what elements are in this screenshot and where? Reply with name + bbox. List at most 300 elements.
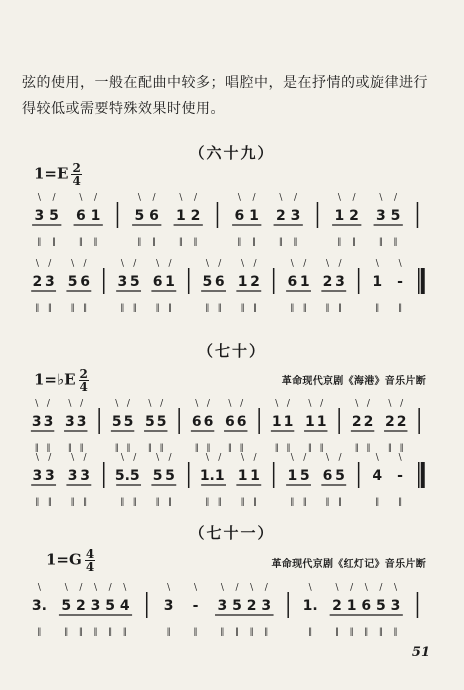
- note: 1: [90, 208, 101, 224]
- fingering-mark: ‖: [47, 497, 52, 506]
- fingering-mark: ‖: [278, 237, 283, 246]
- bowing-mark: \: [167, 583, 171, 593]
- bowing-mark: \: [241, 259, 245, 269]
- piece-70-key-label: 1=♭E: [34, 370, 76, 389]
- note: 3: [290, 208, 301, 224]
- bowing-mark: /: [264, 583, 268, 593]
- fingering-mark: ‖: [168, 497, 173, 506]
- fingering-mark: ‖: [147, 443, 152, 452]
- fingering-mark: ‖: [337, 303, 342, 312]
- fingering-mark: ‖: [217, 497, 222, 506]
- note: 1: [214, 468, 225, 484]
- note: 1: [237, 274, 248, 290]
- bowing-mark: \: [398, 259, 402, 269]
- fingering-mark: ‖: [240, 303, 245, 312]
- piece-70-heading: （七十）: [197, 342, 266, 360]
- bowing-mark: \: [375, 453, 379, 463]
- bowing-mark: /: [206, 399, 210, 409]
- bowing-mark: /: [350, 583, 354, 593]
- bowing-mark: \: [64, 583, 68, 593]
- bowing-mark: \: [220, 583, 224, 593]
- bowing-mark: /: [338, 453, 342, 463]
- fingering-mark: ‖: [178, 237, 183, 246]
- note: 2: [250, 274, 260, 290]
- notation-svg: [26, 582, 426, 642]
- bowing-mark: \: [393, 583, 398, 593]
- bowing-mark: /: [338, 259, 342, 269]
- piece-70-line-2: [26, 452, 426, 512]
- bowing-mark: /: [168, 259, 172, 269]
- bowing-mark: \: [388, 399, 392, 409]
- bowing-mark: /: [46, 399, 50, 409]
- note: 5: [61, 598, 72, 614]
- note: 3: [90, 598, 101, 614]
- fingering-mark: ‖: [37, 237, 42, 246]
- note: 2: [190, 208, 201, 224]
- note: 5: [145, 414, 155, 430]
- bowing-mark: /: [235, 583, 239, 593]
- fingering-mark: ‖: [264, 627, 269, 636]
- note: 5: [129, 468, 140, 484]
- note: -: [397, 468, 403, 484]
- bowing-mark: \: [71, 453, 75, 463]
- fingering-mark: ‖: [375, 497, 380, 506]
- note: 5: [111, 414, 122, 430]
- note: 2: [351, 414, 362, 430]
- bowing-mark: \: [250, 583, 254, 593]
- notation-svg: [26, 452, 426, 512]
- note: 1: [346, 598, 357, 614]
- fingering-mark: ‖: [155, 303, 160, 312]
- fingering-mark: ‖: [325, 303, 330, 312]
- bowing-mark: \: [337, 193, 341, 203]
- bowing-mark: \: [115, 399, 119, 409]
- bowing-mark: \: [228, 399, 232, 409]
- piece-69-key-label: 1=E: [34, 164, 69, 183]
- note: 1: [316, 414, 327, 430]
- bowing-mark: \: [279, 193, 283, 203]
- note: 3: [32, 468, 43, 484]
- piece-69-time-top: 2: [72, 161, 81, 175]
- bowing-mark: \: [93, 583, 98, 593]
- note: 2: [246, 598, 257, 614]
- bowing-mark: \: [205, 259, 209, 269]
- note: 3: [67, 468, 78, 484]
- bowing-mark: /: [133, 259, 137, 269]
- bowing-mark: /: [48, 259, 52, 269]
- fingering-mark: ‖: [52, 237, 57, 246]
- fingering-mark: ‖: [46, 443, 51, 452]
- note: 5: [156, 414, 167, 430]
- fingering-mark: ‖: [364, 627, 369, 636]
- bowing-mark: /: [133, 453, 137, 463]
- note: 3: [261, 598, 272, 614]
- bowing-mark: /: [193, 193, 198, 203]
- note: 6: [80, 274, 90, 290]
- note: 5: [376, 598, 386, 614]
- fingering-mark: ‖: [378, 627, 383, 636]
- fingering-mark: ‖: [126, 443, 131, 452]
- fingering-mark: ‖: [120, 303, 125, 312]
- fingering-mark: ‖: [302, 303, 307, 312]
- fingering-mark: ‖: [83, 303, 88, 312]
- note: 2: [363, 414, 374, 430]
- note: 3.: [31, 598, 47, 614]
- bowing-mark: \: [398, 453, 402, 463]
- fingering-mark: ‖: [387, 443, 392, 452]
- note: 5.: [114, 468, 130, 484]
- note: 2: [332, 598, 342, 614]
- fingering-mark: ‖: [205, 303, 210, 312]
- fingering-mark: ‖: [205, 497, 210, 506]
- fingering-mark: ‖: [319, 443, 324, 452]
- fingering-mark: ‖: [120, 497, 125, 506]
- note: 3: [117, 274, 128, 290]
- bowing-mark: /: [48, 453, 52, 463]
- piece-70-time-top: 2: [79, 367, 88, 381]
- fingering-mark: ‖: [79, 443, 84, 452]
- note: 2: [385, 414, 395, 430]
- note: 1: [249, 208, 259, 224]
- note: 2: [76, 598, 86, 614]
- bowing-mark: \: [35, 453, 39, 463]
- bowing-mark: /: [52, 193, 56, 203]
- piece-71-line-1: [26, 582, 426, 642]
- fingering-mark: ‖: [366, 443, 371, 452]
- note: 5: [202, 274, 213, 290]
- fingering-mark: ‖: [34, 443, 39, 452]
- note: 2: [32, 274, 43, 290]
- piece-71-heading: （七十一）: [189, 524, 275, 542]
- fingering-mark: ‖: [237, 237, 242, 246]
- fingering-mark: ‖: [132, 303, 137, 312]
- note: 1: [299, 274, 310, 290]
- bowing-mark: /: [320, 399, 324, 409]
- fingering-mark: ‖: [398, 497, 403, 506]
- bowing-mark: \: [193, 583, 198, 593]
- piece-70-time-signature: [79, 368, 89, 393]
- fingering-mark: ‖: [375, 303, 380, 312]
- bowing-mark: \: [326, 259, 330, 269]
- note: 3: [44, 274, 55, 290]
- note: 6: [203, 414, 214, 430]
- piece-69-heading: （六十九）: [189, 144, 275, 162]
- note: 5: [105, 598, 116, 614]
- fingering-mark: ‖: [337, 237, 342, 246]
- note: 5: [129, 274, 140, 290]
- fingering-mark: ‖: [302, 497, 307, 506]
- bowing-mark: /: [160, 399, 164, 409]
- bowing-mark: \: [37, 583, 41, 593]
- bowing-mark: /: [366, 399, 370, 409]
- bowing-mark: /: [240, 399, 244, 409]
- note: 4: [372, 468, 383, 484]
- note: 1: [334, 208, 345, 224]
- note: 6: [225, 414, 235, 430]
- note: 1: [176, 208, 186, 224]
- bowing-mark: /: [108, 583, 112, 593]
- fingering-mark: ‖: [308, 627, 313, 636]
- note: 5: [67, 274, 78, 290]
- note: 1: [305, 414, 315, 430]
- fingering-mark: ‖: [35, 497, 40, 506]
- fingering-mark: ‖: [349, 627, 354, 636]
- piece-71-key: [46, 548, 95, 573]
- note: 1.: [302, 598, 318, 614]
- fingering-mark: ‖: [393, 627, 398, 636]
- bowing-mark: /: [168, 453, 172, 463]
- fingering-mark: ‖: [155, 497, 160, 506]
- bowing-mark: /: [83, 453, 87, 463]
- bowing-mark: \: [120, 453, 124, 463]
- note: 5: [123, 414, 134, 430]
- note: 3: [31, 414, 42, 430]
- fingering-mark: ‖: [108, 627, 113, 636]
- bowing-mark: /: [286, 399, 290, 409]
- note: 5: [165, 468, 175, 484]
- fingering-mark: ‖: [253, 303, 258, 312]
- intro-line-2: 得较低或需要特殊效果时使用。: [22, 101, 225, 117]
- bowing-mark: \: [326, 453, 330, 463]
- note: 5: [299, 468, 310, 484]
- fingering-mark: ‖: [93, 237, 98, 246]
- notation-svg: [26, 192, 426, 252]
- bowing-mark: \: [35, 399, 39, 409]
- fingering-mark: ‖: [37, 627, 42, 636]
- note: 5: [49, 208, 59, 224]
- bowing-mark: \: [290, 453, 294, 463]
- notation-svg: [26, 398, 426, 458]
- fingering-mark: ‖: [220, 627, 225, 636]
- fingering-mark: ‖: [67, 443, 72, 452]
- note: 2: [349, 208, 359, 224]
- fingering-mark: ‖: [206, 443, 211, 452]
- bowing-mark: /: [152, 193, 156, 203]
- note: 5: [152, 468, 163, 484]
- note: -: [397, 274, 403, 290]
- bowing-mark: \: [71, 259, 75, 269]
- note: 6: [361, 598, 372, 614]
- fingering-mark: ‖: [122, 627, 127, 636]
- note: 2: [396, 414, 407, 430]
- fingering-mark: ‖: [249, 627, 254, 636]
- bowing-mark: \: [205, 453, 209, 463]
- note: 6: [191, 414, 202, 430]
- note: 3: [65, 414, 75, 430]
- fingering-mark: ‖: [252, 237, 257, 246]
- fingering-mark: ‖: [93, 627, 98, 636]
- bowing-mark: /: [80, 399, 84, 409]
- bowing-mark: /: [126, 399, 130, 409]
- fingering-mark: ‖: [137, 237, 142, 246]
- piece-70-line-1: [26, 398, 426, 458]
- note: 6: [322, 468, 333, 484]
- piece-70-source: 革命现代京剧《海港》音乐片断: [281, 376, 426, 387]
- bowing-mark: \: [241, 453, 245, 463]
- bowing-mark: \: [156, 453, 160, 463]
- fingering-mark: ‖: [307, 443, 312, 452]
- fingering-mark: ‖: [78, 237, 83, 246]
- fingering-mark: ‖: [35, 303, 40, 312]
- piece-71-source: 革命现代京剧《红灯记》音乐片断: [271, 559, 426, 570]
- fingering-mark: ‖: [64, 627, 69, 636]
- note: 3: [76, 414, 87, 430]
- bowing-mark: /: [253, 259, 257, 269]
- bowing-mark: \: [290, 259, 294, 269]
- bowing-mark: /: [379, 583, 383, 593]
- note: 6: [76, 208, 86, 224]
- piece-71-time-signature: [85, 548, 95, 573]
- bowing-mark: \: [308, 583, 312, 593]
- fingering-mark: ‖: [217, 303, 222, 312]
- fingering-mark: ‖: [274, 443, 279, 452]
- fingering-mark: ‖: [334, 627, 339, 636]
- piece-70-key: [34, 368, 89, 393]
- piece-70-time-bottom: 4: [79, 380, 88, 394]
- bowing-mark: /: [352, 193, 356, 203]
- bowing-mark: \: [179, 193, 183, 203]
- piece-69-time-bottom: 4: [72, 174, 81, 188]
- note: 3: [390, 598, 401, 614]
- note: 6: [149, 208, 159, 224]
- bowing-mark: /: [303, 259, 307, 269]
- piece-69-key: [34, 162, 82, 187]
- note: 1: [283, 414, 294, 430]
- bowing-mark: \: [123, 583, 127, 593]
- bowing-mark: \: [148, 399, 152, 409]
- note: 4: [119, 598, 130, 614]
- piece-71-time-bottom: 4: [85, 560, 95, 574]
- fingering-mark: ‖: [47, 303, 52, 312]
- fingering-mark: ‖: [240, 497, 245, 506]
- fingering-mark: ‖: [83, 497, 88, 506]
- fingering-mark: ‖: [354, 443, 359, 452]
- intro-line-1: 弦的使用，一般在配曲中较多；唱腔中，是在抒情的或旋律进行: [22, 75, 428, 91]
- note: 1: [271, 414, 282, 430]
- fingering-mark: ‖: [159, 443, 164, 452]
- note: 6: [152, 274, 163, 290]
- piece-69-line-1: [26, 192, 426, 252]
- bowing-mark: \: [156, 259, 160, 269]
- note: 2: [322, 274, 333, 290]
- piece-69-line-2: [26, 258, 426, 318]
- fingering-mark: ‖: [337, 497, 342, 506]
- note: 1: [165, 274, 175, 290]
- fingering-mark: ‖: [166, 627, 171, 636]
- piece-69-time-signature: [71, 162, 81, 187]
- bowing-mark: \: [120, 259, 124, 269]
- fingering-mark: ‖: [132, 497, 137, 506]
- fingering-mark: ‖: [70, 303, 75, 312]
- piece-71-key-label: 1=G: [46, 550, 82, 569]
- note: 3: [44, 468, 55, 484]
- note: 5: [390, 208, 401, 224]
- fingering-mark: ‖: [193, 237, 198, 246]
- bowing-mark: /: [393, 193, 398, 203]
- note: 6: [287, 274, 298, 290]
- fingering-mark: ‖: [152, 237, 157, 246]
- bowing-mark: \: [237, 193, 241, 203]
- bowing-mark: /: [79, 583, 83, 593]
- fingering-mark: ‖: [398, 303, 403, 312]
- bowing-mark: \: [335, 583, 339, 593]
- bowing-mark: \: [35, 259, 39, 269]
- bowing-mark: \: [79, 193, 83, 203]
- note: 1: [237, 468, 248, 484]
- piece-71-time-top: 4: [85, 547, 95, 561]
- bowing-mark: /: [252, 193, 256, 203]
- note: 2: [276, 208, 286, 224]
- fingering-mark: ‖: [227, 443, 232, 452]
- fingering-mark: ‖: [114, 443, 119, 452]
- bowing-mark: \: [195, 399, 199, 409]
- note: 1: [250, 468, 260, 484]
- fingering-mark: ‖: [70, 497, 75, 506]
- bowing-mark: \: [37, 193, 41, 203]
- fingering-mark: ‖: [239, 443, 244, 452]
- note: -: [192, 598, 199, 614]
- fingering-mark: ‖: [78, 627, 83, 636]
- notation-svg: [26, 258, 426, 318]
- note: 5: [232, 598, 242, 614]
- fingering-mark: ‖: [378, 237, 383, 246]
- bowing-mark: \: [364, 583, 368, 593]
- note: 5: [134, 208, 145, 224]
- bowing-mark: /: [400, 399, 404, 409]
- fingering-mark: ‖: [194, 443, 199, 452]
- fingering-mark: ‖: [286, 443, 291, 452]
- fingering-mark: ‖: [168, 303, 173, 312]
- bowing-mark: \: [68, 399, 72, 409]
- bowing-mark: /: [253, 453, 257, 463]
- note: 3: [163, 598, 174, 614]
- page-number: 51: [411, 645, 430, 660]
- fingering-mark: ‖: [290, 303, 295, 312]
- fingering-mark: ‖: [325, 497, 330, 506]
- bowing-mark: \: [379, 193, 383, 203]
- fingering-mark: ‖: [253, 497, 258, 506]
- fingering-mark: ‖: [193, 627, 198, 636]
- bowing-mark: /: [303, 453, 307, 463]
- fingering-mark: ‖: [393, 237, 398, 246]
- note: 3: [43, 414, 54, 430]
- bowing-mark: \: [308, 399, 312, 409]
- note: 5: [335, 468, 345, 484]
- fingering-mark: ‖: [352, 237, 357, 246]
- bowing-mark: /: [218, 453, 222, 463]
- fingering-mark: ‖: [399, 443, 404, 452]
- note: 6: [234, 208, 245, 224]
- bowing-mark: \: [375, 259, 379, 269]
- bowing-mark: /: [293, 193, 298, 203]
- note: 3: [217, 598, 228, 614]
- note: 3: [80, 468, 90, 484]
- note: 6: [236, 414, 247, 430]
- bowing-mark: \: [355, 399, 359, 409]
- note: 1.: [199, 468, 215, 484]
- note: 3: [34, 208, 45, 224]
- note: 3: [376, 208, 386, 224]
- bowing-mark: /: [83, 259, 87, 269]
- fingering-mark: ‖: [290, 497, 295, 506]
- note: 3: [335, 274, 345, 290]
- fingering-mark: ‖: [234, 627, 239, 636]
- bowing-mark: /: [93, 193, 98, 203]
- bowing-mark: \: [137, 193, 141, 203]
- fingering-mark: ‖: [293, 237, 298, 246]
- note: 6: [214, 274, 225, 290]
- note: 1: [372, 274, 383, 290]
